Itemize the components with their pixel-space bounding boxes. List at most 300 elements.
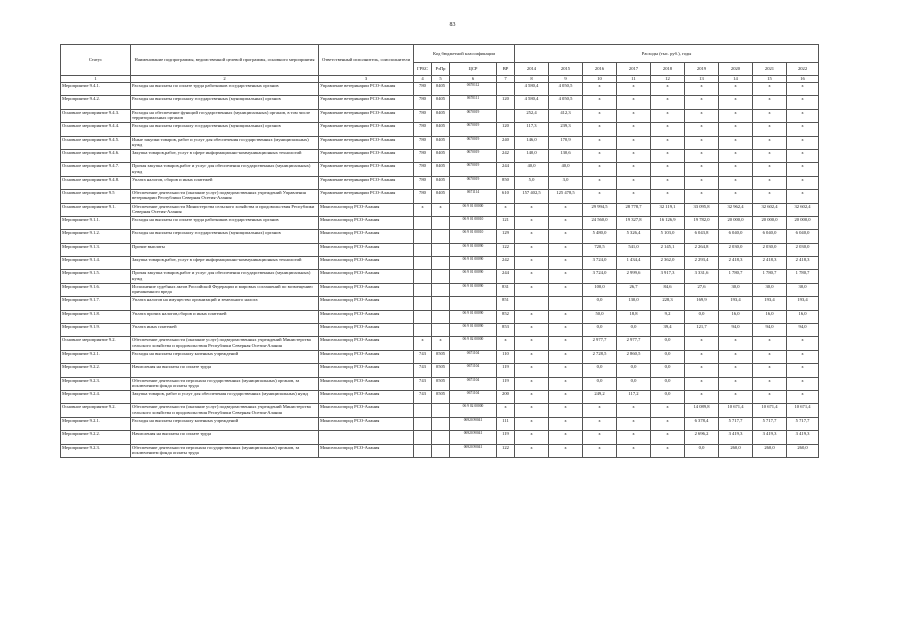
cell-vr: 122: [497, 243, 515, 256]
cell-name: Расходы на выплаты по оплате труда работников государственных органов: [131, 83, 319, 96]
cell-value: x: [787, 163, 819, 176]
cell-grbs: 780: [414, 176, 432, 189]
cell-name: Обеспечение деятельности (оказание услуг) подведомственных учреждений Министерства сельского хозяйства и продовольствия Республики Северная Осетия-Алания: [131, 404, 319, 417]
cell-value: 140,0: [515, 149, 549, 162]
cell-value: x: [753, 364, 787, 377]
cell-value: 260,0: [753, 444, 787, 457]
cell-name: Начисления на выплаты по оплате труда: [131, 364, 319, 377]
cell-value: x: [515, 203, 549, 216]
cell-value: x: [549, 243, 583, 256]
cell-value: x: [515, 257, 549, 270]
cell-value: 2 860,5: [617, 350, 651, 363]
cell-value: 16,0: [719, 310, 753, 323]
cell-value: 33 095,8: [685, 203, 719, 216]
table-row: [61, 350, 819, 363]
column-number: 15: [753, 76, 787, 83]
cell-value: x: [549, 203, 583, 216]
cell-status: Мероприятие 9.1.7.: [61, 297, 131, 310]
column-number: 3: [319, 76, 414, 83]
cell-value: 20 000,0: [719, 216, 753, 229]
header-year: 2021: [753, 63, 787, 76]
cell-status: Мероприятие 9.1.6.: [61, 283, 131, 296]
cell-vr: 110: [497, 350, 515, 363]
cell-value: 6 378,4: [685, 417, 719, 430]
cell-value: x: [549, 337, 583, 350]
cell-value: 0,0: [651, 337, 685, 350]
cell-executor: Минсельхозпрод РСО-Алания: [319, 270, 414, 283]
column-number: 5: [432, 76, 450, 83]
header-year: 2015: [549, 63, 583, 76]
cell-value: x: [583, 417, 617, 430]
cell-grbs: [414, 257, 432, 270]
cell-vr: 242: [497, 149, 515, 162]
cell-value: x: [651, 176, 685, 189]
cell-csr: 0670112: [450, 83, 497, 96]
table-row: [61, 149, 819, 162]
cell-status: Мероприятие 9.1.4.: [61, 257, 131, 270]
cell-value: x: [651, 444, 685, 457]
cell-value: 3 724,0: [583, 270, 617, 283]
cell-value: 5 326,4: [617, 230, 651, 243]
cell-rzpr: 0405: [432, 149, 450, 162]
cell-csr: 0671104: [450, 364, 497, 377]
cell-value: x: [719, 149, 753, 162]
cell-name: Расходы на выплаты персоналу казенных учреждений: [131, 417, 319, 430]
cell-status: Основное мероприятие 9.4.3.: [61, 109, 131, 122]
cell-value: x: [753, 109, 787, 122]
cell-status: Мероприятие 9.2.1.: [61, 417, 131, 430]
cell-status: Мероприятие 9.4.2.: [61, 96, 131, 109]
header-grbs: ГРБС: [414, 63, 432, 76]
cell-executor: Управление ветеринарии РСО-Алания: [319, 149, 414, 162]
cell-vr: 120: [497, 123, 515, 136]
cell-csr: 0671114: [450, 190, 497, 203]
cell-executor: Управление ветеринарии РСО-Алания: [319, 123, 414, 136]
cell-csr: [450, 297, 497, 310]
cell-value: 193,4: [787, 297, 819, 310]
cell-rzpr: [432, 404, 450, 417]
cell-value: x: [617, 404, 651, 417]
cell-rzpr: [432, 297, 450, 310]
cell-rzpr: [432, 417, 450, 430]
cell-value: 40,0: [549, 163, 583, 176]
cell-status: Мероприятие 9.2.4.: [61, 390, 131, 403]
cell-rzpr: [432, 324, 450, 337]
cell-rzpr: 0505: [432, 377, 450, 390]
cell-name: Обеспечение деятельности персонала государственных (муниципальных) органов, за исключением фонда оплаты труда: [131, 444, 319, 457]
cell-vr: 119: [497, 431, 515, 444]
table-row: [61, 203, 819, 216]
cell-value: x: [651, 96, 685, 109]
cell-value: 2 030,0: [787, 243, 819, 256]
header-year: 2022: [787, 63, 819, 76]
cell-value: x: [719, 377, 753, 390]
cell-value: 100,0: [583, 283, 617, 296]
cell-executor: Управление ветеринарии РСО-Алания: [319, 109, 414, 122]
cell-value: x: [753, 83, 787, 96]
cell-name: Обеспечение деятельности Министерства сельского хозяйства и продовольствия Республики Северная Осетия-Алания: [131, 203, 319, 216]
cell-status: Основное мероприятие 9.4.5.: [61, 136, 131, 149]
cell-value: x: [787, 390, 819, 403]
cell-executor: Управление ветеринарии РСО-Алания: [319, 163, 414, 176]
cell-value: x: [719, 350, 753, 363]
cell-value: 260,0: [719, 444, 753, 457]
cell-value: 412,3: [549, 109, 583, 122]
cell-value: 20 000,0: [753, 216, 787, 229]
column-number: 7: [497, 76, 515, 83]
cell-rzpr: [432, 216, 450, 229]
cell-vr: [497, 83, 515, 96]
cell-value: x: [753, 123, 787, 136]
cell-value: 541,0: [617, 243, 651, 256]
cell-value: 3 419,3: [753, 431, 787, 444]
cell-value: [515, 297, 549, 310]
header-csr: ЦСР: [450, 63, 497, 76]
cell-value: 0,0: [617, 324, 651, 337]
column-number: 16: [787, 76, 819, 83]
cell-value: x: [753, 350, 787, 363]
cell-executor: Минсельхозпрод РСО-Алания: [319, 404, 414, 417]
cell-rzpr: [432, 257, 450, 270]
cell-executor: Минсельхозпрод РСО-Алания: [319, 203, 414, 216]
cell-csr: 06 9 02 00000: [450, 337, 497, 350]
header-year: 2020: [719, 63, 753, 76]
cell-csr: 0670019: [450, 123, 497, 136]
cell-value: x: [617, 123, 651, 136]
cell-grbs: x: [414, 203, 432, 216]
cell-grbs: 780: [414, 109, 432, 122]
cell-csr: 06 9 01 00000: [450, 203, 497, 216]
cell-vr: 200: [497, 390, 515, 403]
cell-executor: Управление ветеринарии РСО-Алания: [319, 136, 414, 149]
cell-value: [549, 297, 583, 310]
cell-executor: Управление ветеринарии РСО-Алания: [319, 96, 414, 109]
cell-value: 2 977,7: [617, 337, 651, 350]
cell-name: Начисления на выплаты по оплате труда: [131, 431, 319, 444]
cell-name: Уплата иных платежей: [131, 324, 319, 337]
cell-value: 94,0: [719, 324, 753, 337]
cell-value: 2 418,3: [753, 257, 787, 270]
cell-csr: 06 9 01 00090: [450, 324, 497, 337]
cell-value: x: [549, 230, 583, 243]
column-number: 6: [450, 76, 497, 83]
cell-value: 117,2: [617, 390, 651, 403]
cell-executor: Минсельхозпрод РСО-Алания: [319, 377, 414, 390]
cell-value: x: [719, 83, 753, 96]
cell-value: x: [583, 176, 617, 189]
cell-value: 2 696,2: [685, 431, 719, 444]
cell-rzpr: 0405: [432, 83, 450, 96]
cell-grbs: [414, 297, 432, 310]
cell-value: 193,4: [753, 297, 787, 310]
column-number: 1: [61, 76, 131, 83]
cell-value: x: [787, 190, 819, 203]
cell-csr: 0671104: [450, 377, 497, 390]
cell-rzpr: [432, 444, 450, 457]
budget-table: [60, 44, 819, 458]
cell-value: x: [685, 96, 719, 109]
cell-executor: Минсельхозпрод РСО-Алания: [319, 257, 414, 270]
cell-grbs: 780: [414, 149, 432, 162]
table-row: [61, 283, 819, 296]
cell-value: 29 994,5: [583, 203, 617, 216]
cell-value: 2 362,0: [651, 257, 685, 270]
cell-value: 0,0: [583, 324, 617, 337]
cell-status: Основное мероприятие 9.4.4.: [61, 123, 131, 136]
cell-status: Мероприятие 9.4.1.: [61, 83, 131, 96]
header-year: 2014: [515, 63, 549, 76]
cell-csr: 06920Э0041: [450, 417, 497, 430]
cell-vr: 244: [497, 163, 515, 176]
cell-name: Расходы на выплаты персоналу казенных учреждений: [131, 350, 319, 363]
column-number: 14: [719, 76, 753, 83]
cell-status: Мероприятие 9.2.2.: [61, 364, 131, 377]
cell-value: 0,0: [617, 377, 651, 390]
column-number: 11: [617, 76, 651, 83]
cell-grbs: [414, 444, 432, 457]
cell-value: 1 780,7: [787, 270, 819, 283]
cell-executor: Минсельхозпрод РСО-Алания: [319, 364, 414, 377]
cell-executor: Минсельхозпрод РСО-Алания: [319, 230, 414, 243]
cell-status: Мероприятие 9.2.2.: [61, 431, 131, 444]
cell-value: x: [685, 149, 719, 162]
cell-status: Мероприятие 9.1.3.: [61, 243, 131, 256]
cell-value: 170,9: [549, 136, 583, 149]
cell-value: x: [583, 83, 617, 96]
table-row: [61, 163, 819, 176]
cell-csr: 0671104: [450, 350, 497, 363]
cell-value: x: [515, 310, 549, 323]
cell-status: Мероприятие 9.2.3.: [61, 444, 131, 457]
cell-value: x: [719, 109, 753, 122]
cell-value: 30,0: [787, 283, 819, 296]
cell-value: x: [651, 163, 685, 176]
cell-value: 30,0: [719, 283, 753, 296]
cell-executor: Минсельхозпрод РСО-Алания: [319, 417, 414, 430]
table-row: [61, 216, 819, 229]
cell-executor: Минсельхозпрод РСО-Алания: [319, 444, 414, 457]
cell-value: x: [617, 163, 651, 176]
cell-status: Основное мероприятие 9.5: [61, 190, 131, 203]
cell-rzpr: 0405: [432, 109, 450, 122]
cell-value: 228,3: [651, 297, 685, 310]
cell-name: Расходы на выплаты по оплате труда работников государственных органов: [131, 216, 319, 229]
cell-rzpr: [432, 283, 450, 296]
cell-value: 3 419,3: [787, 431, 819, 444]
cell-csr: 0670019: [450, 163, 497, 176]
cell-value: 39,4: [651, 324, 685, 337]
cell-grbs: [414, 283, 432, 296]
cell-csr: 06 9 01 00090: [450, 283, 497, 296]
cell-value: x: [719, 337, 753, 350]
cell-vr: x: [497, 203, 515, 216]
cell-rzpr: x: [432, 203, 450, 216]
cell-value: x: [787, 364, 819, 377]
cell-value: x: [515, 337, 549, 350]
cell-vr: 242: [497, 257, 515, 270]
cell-value: x: [651, 190, 685, 203]
cell-value: x: [685, 190, 719, 203]
cell-value: 146,0: [515, 136, 549, 149]
cell-rzpr: [432, 230, 450, 243]
cell-value: 5 717,7: [719, 417, 753, 430]
table-row: [61, 176, 819, 189]
cell-value: 9,2: [651, 310, 685, 323]
cell-value: x: [787, 149, 819, 162]
column-number: 2: [131, 76, 319, 83]
table-row: [61, 96, 819, 109]
cell-value: x: [515, 390, 549, 403]
cell-status: Мероприятие 9.2.3.: [61, 377, 131, 390]
cell-value: 28 778,7: [617, 203, 651, 216]
cell-value: x: [651, 404, 685, 417]
cell-value: x: [753, 163, 787, 176]
cell-value: x: [685, 176, 719, 189]
cell-value: 3 419,3: [719, 431, 753, 444]
cell-vr: [497, 109, 515, 122]
cell-value: x: [549, 283, 583, 296]
cell-vr: 851: [497, 297, 515, 310]
cell-value: 0,0: [651, 390, 685, 403]
cell-executor: Минсельхозпрод РСО-Алания: [319, 310, 414, 323]
cell-value: x: [515, 350, 549, 363]
cell-value: x: [651, 149, 685, 162]
cell-value: 20 000,0: [787, 216, 819, 229]
cell-grbs: [414, 324, 432, 337]
cell-value: x: [651, 431, 685, 444]
cell-value: 4 050,5: [549, 83, 583, 96]
header-costs: Расходы (тыс. руб.), годы: [515, 45, 819, 63]
cell-vr: 129: [497, 230, 515, 243]
cell-value: 252,4: [515, 109, 549, 122]
cell-rzpr: [432, 310, 450, 323]
cell-value: 720,5: [583, 243, 617, 256]
cell-value: x: [617, 176, 651, 189]
cell-status: Мероприятие 9.1.5.: [61, 270, 131, 283]
cell-value: 26,7: [617, 283, 651, 296]
cell-grbs: [414, 404, 432, 417]
cell-value: 0,0: [651, 377, 685, 390]
cell-value: x: [549, 417, 583, 430]
cell-value: x: [583, 123, 617, 136]
cell-value: x: [753, 96, 787, 109]
cell-value: x: [549, 310, 583, 323]
cell-executor: Минсельхозпрод РСО-Алания: [319, 324, 414, 337]
cell-value: x: [583, 136, 617, 149]
table-row: [61, 431, 819, 444]
cell-vr: 853: [497, 324, 515, 337]
cell-name: Закупка товаров,работ, услуг в сфере информационно-коммуникационных технологий: [131, 149, 319, 162]
cell-value: 16,0: [753, 310, 787, 323]
table-row: [61, 83, 819, 96]
cell-value: x: [719, 190, 753, 203]
cell-name: Расходы на выплаты персоналу государственных (муниципальных) органов: [131, 123, 319, 136]
cell-value: x: [753, 190, 787, 203]
cell-value: 10 671,4: [787, 404, 819, 417]
cell-status: Мероприятие 9.1.1.: [61, 216, 131, 229]
cell-grbs: [414, 310, 432, 323]
cell-value: x: [651, 83, 685, 96]
cell-value: 249,2: [583, 390, 617, 403]
cell-value: x: [515, 417, 549, 430]
table-row: [61, 243, 819, 256]
cell-value: 0,0: [583, 297, 617, 310]
cell-value: x: [515, 404, 549, 417]
cell-grbs: 780: [414, 83, 432, 96]
cell-value: 5 103,0: [651, 230, 685, 243]
cell-value: x: [549, 216, 583, 229]
cell-value: 4 580,4: [515, 83, 549, 96]
table-row: [61, 136, 819, 149]
table-row: [61, 404, 819, 417]
cell-name: Исполнение судебных актов Российской Федерации и мировых соглашений по возмещению причиненного вреда: [131, 283, 319, 296]
cell-vr: 119: [497, 377, 515, 390]
cell-value: 239,3: [549, 123, 583, 136]
cell-value: x: [787, 109, 819, 122]
cell-executor: Минсельхозпрод РСО-Алания: [319, 390, 414, 403]
cell-value: x: [685, 109, 719, 122]
cell-grbs: 780: [414, 96, 432, 109]
cell-value: 1 780,7: [719, 270, 753, 283]
cell-value: x: [583, 109, 617, 122]
header-year: 2016: [583, 63, 617, 76]
header-year: 2017: [617, 63, 651, 76]
cell-vr: 122: [497, 444, 515, 457]
cell-value: x: [583, 444, 617, 457]
cell-value: x: [685, 83, 719, 96]
cell-value: 6 040,0: [787, 230, 819, 243]
cell-value: x: [787, 123, 819, 136]
cell-vr: x: [497, 337, 515, 350]
cell-value: x: [549, 270, 583, 283]
cell-status: Мероприятие 9.1.8.: [61, 310, 131, 323]
cell-value: 2 728,5: [583, 350, 617, 363]
table-body: [61, 83, 819, 458]
table-row: [61, 109, 819, 122]
cell-value: 125 478,5: [549, 190, 583, 203]
table-row: [61, 417, 819, 430]
cell-grbs: 743: [414, 350, 432, 363]
cell-value: x: [549, 257, 583, 270]
cell-name: Обеспечение деятельности (оказание услуг) подведомственных учреждений Управления ветеринарии Республики Северная Осетия-Алания: [131, 190, 319, 203]
table-row: [61, 310, 819, 323]
cell-value: x: [549, 350, 583, 363]
cell-value: x: [719, 364, 753, 377]
cell-name: Прочая закупка товаров,работ и услуг для обеспечения государственных (муниципальных) нужд: [131, 163, 319, 176]
cell-value: 94,0: [753, 324, 787, 337]
cell-value: 2 418,3: [787, 257, 819, 270]
cell-value: 0,0: [651, 350, 685, 363]
cell-vr: 610: [497, 190, 515, 203]
cell-value: x: [549, 364, 583, 377]
table-row: [61, 257, 819, 270]
cell-value: x: [583, 431, 617, 444]
cell-value: x: [515, 230, 549, 243]
cell-value: 130,0: [617, 297, 651, 310]
cell-value: x: [685, 123, 719, 136]
cell-executor: Управление ветеринарии РСО-Алания: [319, 176, 414, 189]
cell-grbs: [414, 243, 432, 256]
cell-value: x: [651, 123, 685, 136]
cell-csr: 0670019: [450, 109, 497, 122]
cell-value: 19 782,0: [685, 216, 719, 229]
cell-status: Основное мероприятие 9.2.: [61, 337, 131, 350]
cell-value: x: [719, 123, 753, 136]
cell-value: 40,0: [515, 163, 549, 176]
cell-vr: 111: [497, 417, 515, 430]
cell-csr: 0670019: [450, 149, 497, 162]
cell-grbs: [414, 270, 432, 283]
